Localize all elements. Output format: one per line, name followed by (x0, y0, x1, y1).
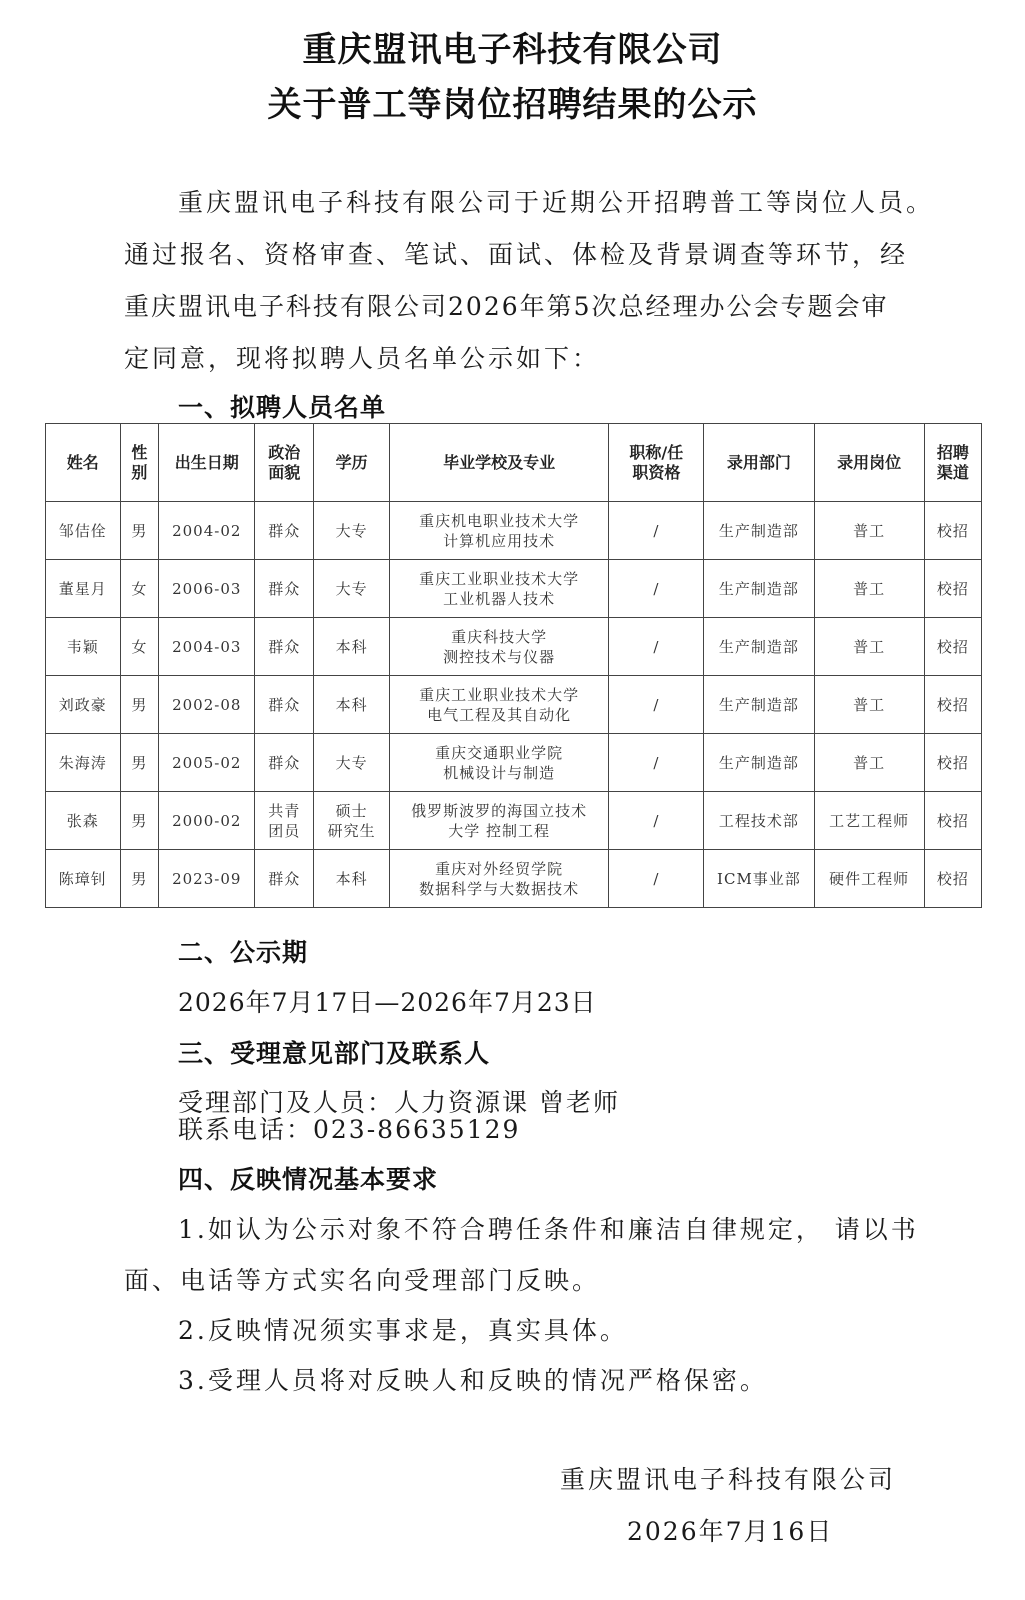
cell-text-line: 重庆工业职业技术大学 (419, 569, 580, 588)
header-text: 职称/任 (629, 442, 684, 462)
position-cell: 普工 (814, 734, 924, 792)
table-row (46, 792, 982, 850)
contact-department: 受理部门及人员：人力资源课 曾老师 (178, 1088, 620, 1117)
cell-text-line: 重庆科技大学 (451, 627, 548, 646)
cell-text-line: 硕士 (335, 801, 368, 820)
header-text: 招聘 (936, 442, 969, 462)
cell-text-line: 大专 (335, 579, 368, 598)
cell-text-line: 本科 (335, 869, 368, 888)
birth-date-cell: 2006-03 (159, 560, 255, 618)
department-cell: 生产制造部 (704, 502, 814, 560)
cell-text-line: 数据科学与大数据技术 (419, 879, 580, 898)
table-header-cell (609, 424, 704, 502)
cell-text-line: 群众 (268, 521, 301, 540)
header-text: 性 (131, 442, 148, 462)
gender-cell: 男 (120, 676, 159, 734)
birth-date-cell: 2005-02 (159, 734, 255, 792)
header-text: 毕业学校及专业 (443, 452, 556, 472)
channel-cell: 校招 (924, 618, 981, 676)
intro-line1: 重庆盟讯电子科技有限公司于近期公开招聘普工等岗位人员。 (178, 188, 935, 217)
table-header-cell (924, 424, 981, 502)
position-cell: 普工 (814, 676, 924, 734)
cell-text-line: 群众 (268, 753, 301, 772)
intro-line2: 通过报名、资格审查、笔试、面试、体检及背景调查等环节，经 (124, 240, 909, 269)
intro-line4: 定同意，现将拟聘人员名单公示如下： (124, 344, 601, 373)
cell-text-line: 群众 (268, 579, 301, 598)
school-major-cell (389, 676, 608, 734)
cell-text-line: 重庆工业职业技术大学 (419, 685, 580, 704)
political-status-cell (255, 850, 314, 908)
channel-cell: 校招 (924, 502, 981, 560)
education-cell (314, 618, 390, 676)
table-header-cell (704, 424, 814, 502)
table-header-cell (814, 424, 924, 502)
table-header-row (46, 424, 982, 502)
cell-text-line: 本科 (335, 637, 368, 656)
table-header-cell (120, 424, 159, 502)
gender-cell: 女 (120, 560, 159, 618)
table-row (46, 676, 982, 734)
requirement-1-line2: 面、电话等方式实名向受理部门反映。 (124, 1266, 601, 1295)
name-cell: 陈璋钊 (46, 850, 121, 908)
header-text: 面貌 (268, 462, 301, 482)
professional-title-cell: / (609, 676, 704, 734)
education-cell (314, 560, 390, 618)
channel-cell: 校招 (924, 850, 981, 908)
cell-text-line: 群众 (268, 695, 301, 714)
cell-text-line: 工业机器人技术 (443, 589, 556, 608)
table-row (46, 734, 982, 792)
requirement-3: 3.受理人员将对反映人和反映的情况严格保密。 (178, 1366, 768, 1395)
cell-text-line: 研究生 (327, 821, 376, 840)
name-cell: 张森 (46, 792, 121, 850)
education-cell (314, 792, 390, 850)
table-header-cell (314, 424, 390, 502)
cell-text-line: 机械设计与制造 (443, 763, 556, 782)
political-status-cell (255, 734, 314, 792)
education-cell (314, 502, 390, 560)
position-cell: 工艺工程师 (814, 792, 924, 850)
header-text: 别 (131, 462, 148, 482)
header-text: 职资格 (632, 462, 681, 482)
education-cell (314, 676, 390, 734)
document-title-line1: 重庆盟讯电子科技有限公司 (302, 30, 723, 70)
position-cell: 普工 (814, 502, 924, 560)
channel-cell: 校招 (924, 792, 981, 850)
table-row (46, 850, 982, 908)
header-text: 政治 (268, 442, 301, 462)
cell-text-line: 群众 (268, 869, 301, 888)
section3-heading: 三、受理意见部门及联系人 (178, 1039, 491, 1068)
requirement-1-line1: 1.如认为公示对象不符合聘任条件和廉洁自律规定， 请以书 (178, 1215, 919, 1244)
professional-title-cell: / (609, 560, 704, 618)
cell-text-line: 本科 (335, 695, 368, 714)
professional-title-cell: / (609, 792, 704, 850)
section1-heading: 一、拟聘人员名单 (178, 393, 387, 422)
department-cell: 工程技术部 (704, 792, 814, 850)
department-cell: 生产制造部 (704, 734, 814, 792)
cell-text-line: 测控技术与仪器 (443, 647, 556, 666)
school-major-cell (389, 792, 608, 850)
channel-cell: 校招 (924, 676, 981, 734)
channel-cell: 校招 (924, 560, 981, 618)
header-text: 录用岗位 (837, 452, 902, 472)
school-major-cell (389, 502, 608, 560)
political-status-cell (255, 618, 314, 676)
birth-date-cell: 2004-03 (159, 618, 255, 676)
intro-line3: 重庆盟讯电子科技有限公司2026年第5次总经理办公会专题会审 (124, 292, 889, 321)
gender-cell: 男 (120, 502, 159, 560)
name-cell: 刘政豪 (46, 676, 121, 734)
professional-title-cell: / (609, 502, 704, 560)
birth-date-cell: 2000-02 (159, 792, 255, 850)
requirement-2: 2.反映情况须实事求是，真实具体。 (178, 1316, 628, 1345)
header-text: 姓名 (66, 452, 99, 472)
department-cell: ICM事业部 (704, 850, 814, 908)
header-text: 录用部门 (726, 452, 791, 472)
cell-text-line: 大学 控制工程 (448, 821, 551, 840)
position-cell: 硬件工程师 (814, 850, 924, 908)
name-cell: 邹佶佺 (46, 502, 121, 560)
cell-text-line: 团员 (268, 821, 301, 840)
professional-title-cell: / (609, 618, 704, 676)
cell-text-line: 共青 (268, 801, 301, 820)
school-major-cell (389, 618, 608, 676)
table-header-cell (255, 424, 314, 502)
table-header-cell (159, 424, 255, 502)
section2-heading: 二、公示期 (178, 938, 309, 967)
signature-date: 2026年7月16日 (627, 1517, 834, 1546)
professional-title-cell: / (609, 734, 704, 792)
school-major-cell (389, 560, 608, 618)
education-cell (314, 734, 390, 792)
table-header-cell (389, 424, 608, 502)
gender-cell: 男 (120, 734, 159, 792)
gender-cell: 女 (120, 618, 159, 676)
header-text: 渠道 (936, 462, 969, 482)
department-cell: 生产制造部 (704, 676, 814, 734)
cell-text-line: 重庆对外经贸学院 (435, 859, 564, 878)
channel-cell: 校招 (924, 734, 981, 792)
cell-text-line: 群众 (268, 637, 301, 656)
professional-title-cell: / (609, 850, 704, 908)
header-text: 出生日期 (174, 452, 239, 472)
political-status-cell (255, 676, 314, 734)
table-body (46, 502, 982, 908)
cell-text-line: 计算机应用技术 (443, 531, 556, 550)
cell-text-line: 电气工程及其自动化 (427, 705, 572, 724)
section4-heading: 四、反映情况基本要求 (178, 1165, 439, 1194)
gender-cell: 男 (120, 850, 159, 908)
department-cell: 生产制造部 (704, 560, 814, 618)
department-cell: 生产制造部 (704, 618, 814, 676)
school-major-cell (389, 734, 608, 792)
cell-text-line: 大专 (335, 521, 368, 540)
name-cell: 韦颖 (46, 618, 121, 676)
table-row (46, 618, 982, 676)
cell-text-line: 重庆机电职业技术大学 (419, 511, 580, 530)
birth-date-cell: 2004-02 (159, 502, 255, 560)
table-row (46, 502, 982, 560)
publicity-period: 2026年7月17日—2026年7月23日 (178, 988, 597, 1017)
name-cell: 董星月 (46, 560, 121, 618)
contact-phone: 联系电话：023-86635129 (178, 1115, 521, 1144)
political-status-cell (255, 560, 314, 618)
table-row (46, 560, 982, 618)
political-status-cell (255, 502, 314, 560)
birth-date-cell: 2002-08 (159, 676, 255, 734)
education-cell (314, 850, 390, 908)
cell-text-line: 大专 (335, 753, 368, 772)
birth-date-cell: 2023-09 (159, 850, 255, 908)
signature-company: 重庆盟讯电子科技有限公司 (560, 1465, 897, 1494)
position-cell: 普工 (814, 560, 924, 618)
name-cell: 朱海涛 (46, 734, 121, 792)
header-text: 学历 (335, 452, 368, 472)
table-header-cell (46, 424, 121, 502)
cell-text-line: 重庆交通职业学院 (435, 743, 564, 762)
document-title-line2: 关于普工等岗位招聘结果的公示 (267, 85, 758, 125)
political-status-cell (255, 792, 314, 850)
cell-text-line: 俄罗斯波罗的海国立技术 (411, 801, 588, 820)
school-major-cell (389, 850, 608, 908)
candidate-table (45, 423, 982, 908)
gender-cell: 男 (120, 792, 159, 850)
position-cell: 普工 (814, 618, 924, 676)
